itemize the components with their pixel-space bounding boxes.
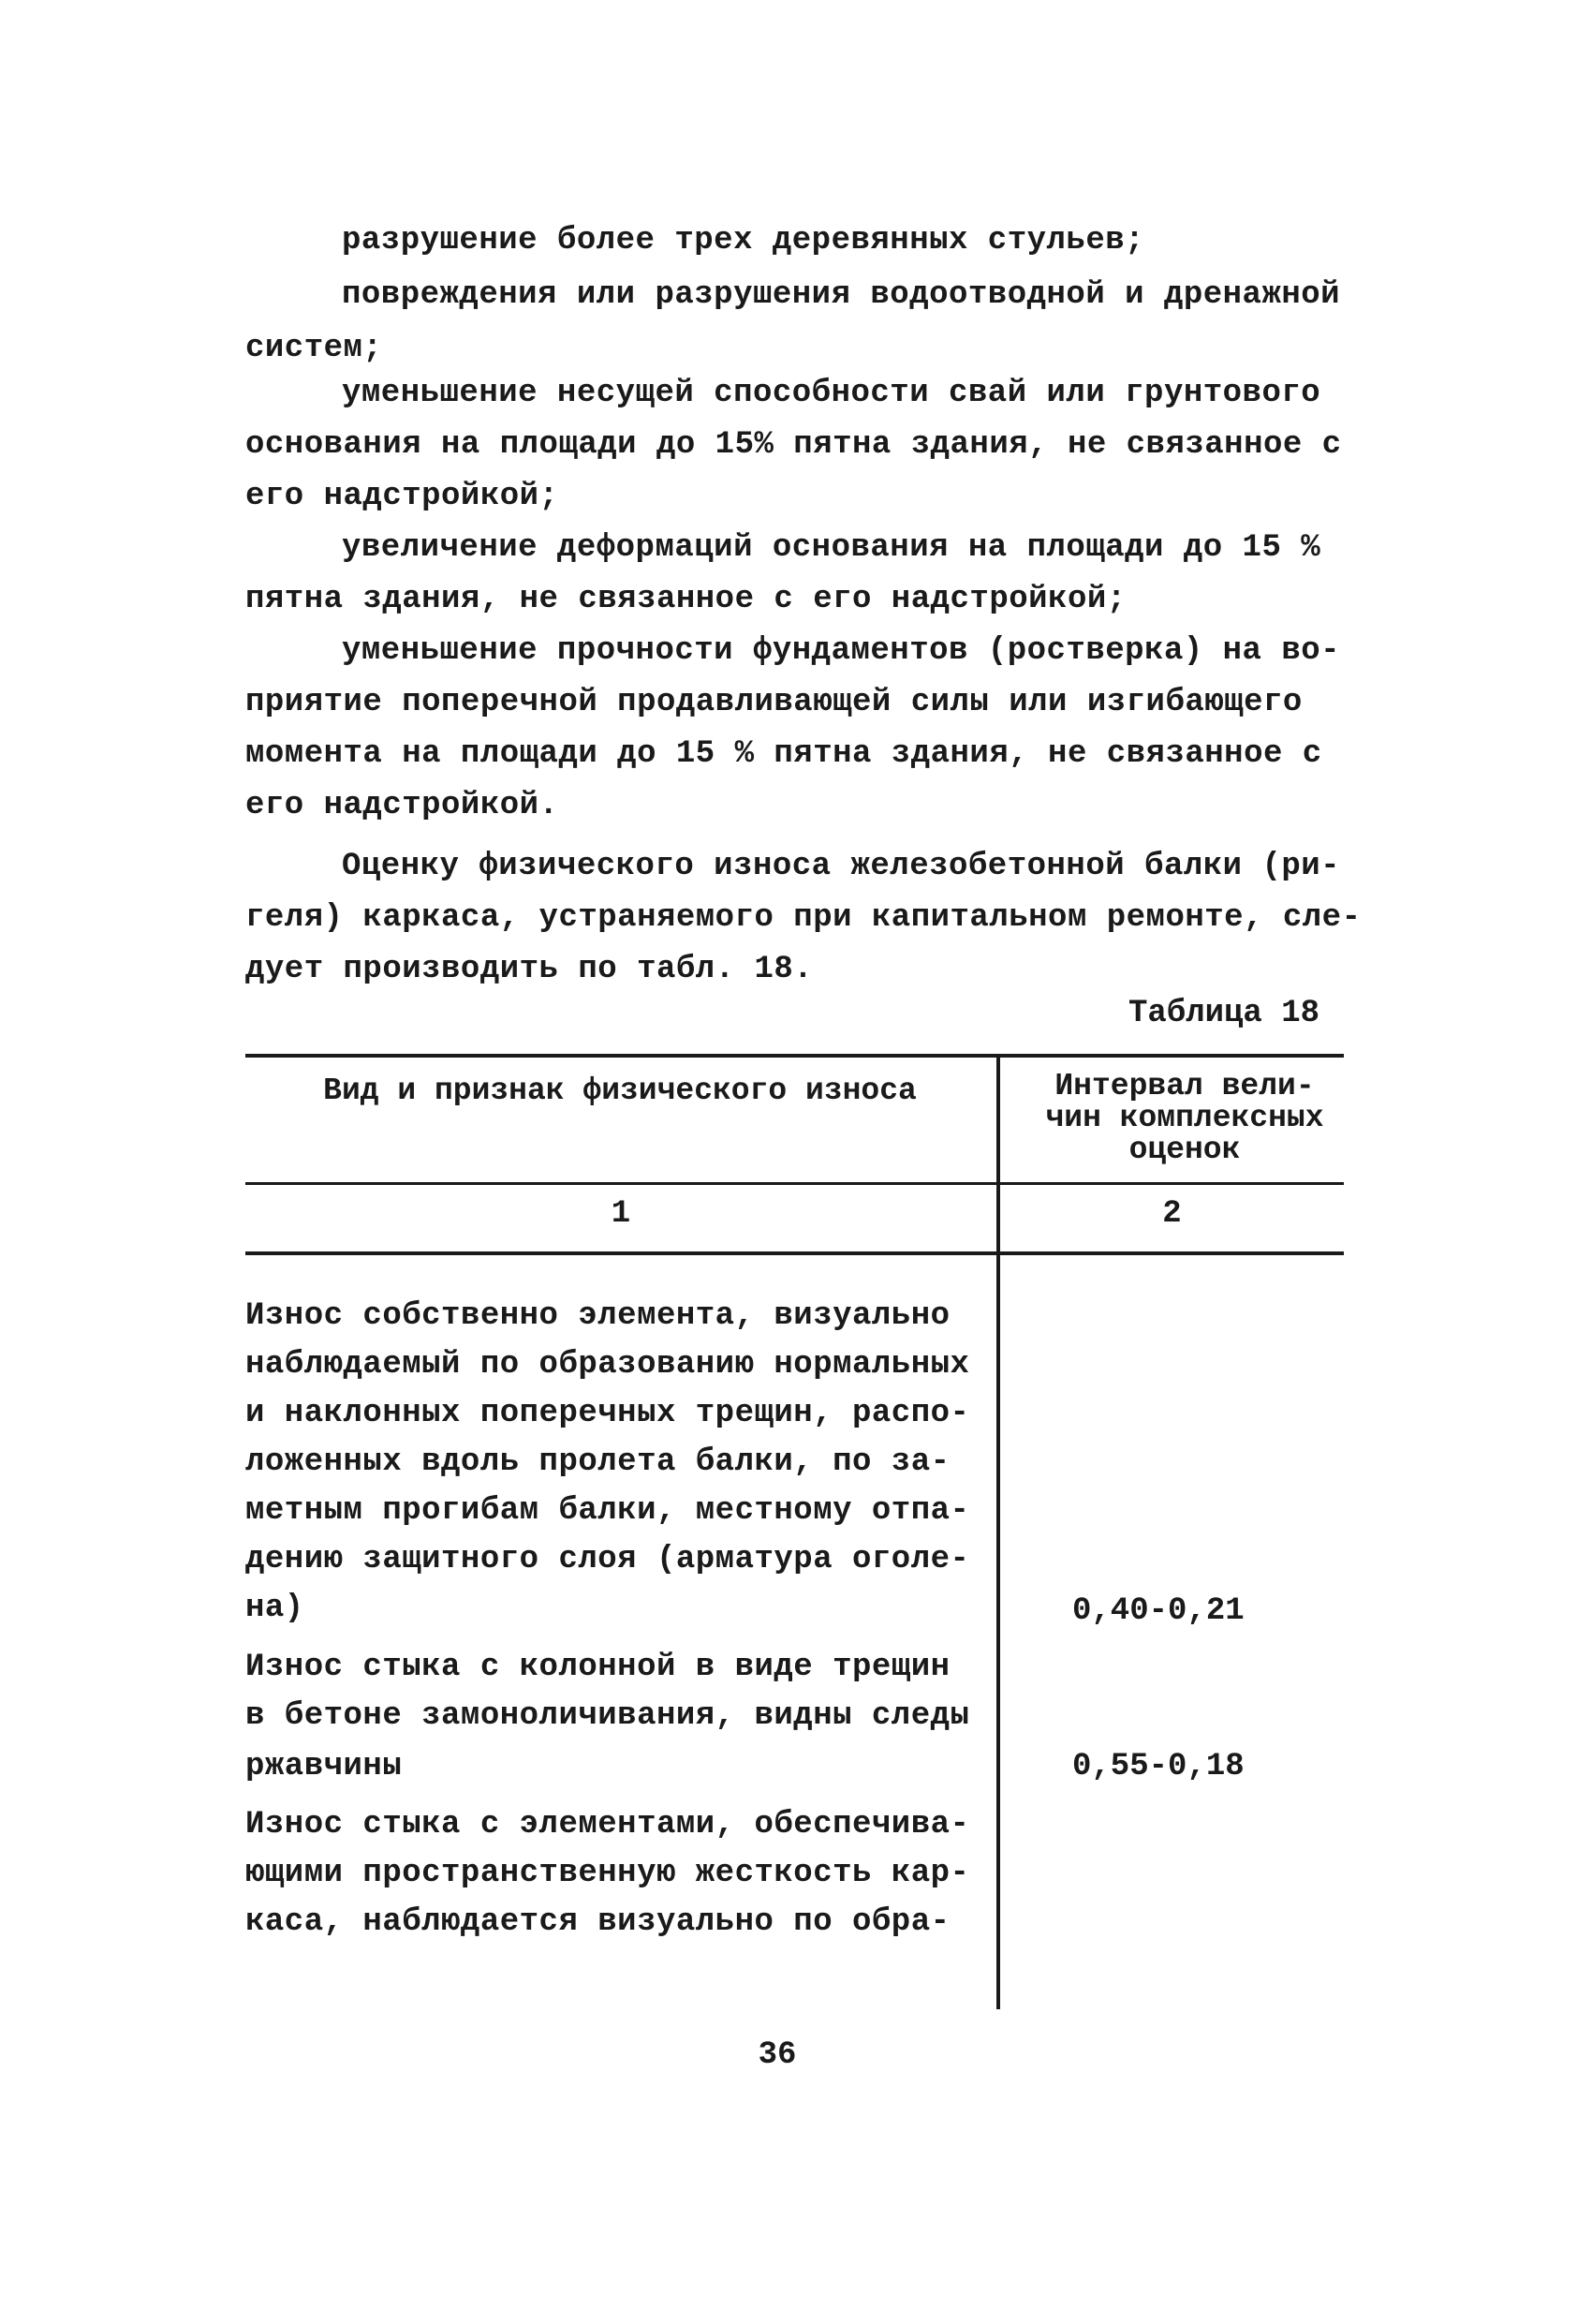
text-line: его надстройкой. [245, 788, 559, 823]
table-header-col1: Вид и признак физического износа [323, 1073, 917, 1108]
row-text-line: ржавчины [245, 1749, 403, 1784]
table-caption: Таблица 18 [1128, 996, 1320, 1031]
text-line: уменьшение несущей способности свай или грунтового [342, 376, 1321, 411]
table-numbers-rule [245, 1251, 1344, 1255]
header-col2-line: чин комплексных [1045, 1101, 1324, 1135]
row-value: 0,40-0,21 [1072, 1593, 1245, 1629]
table-top-rule [245, 1054, 1344, 1058]
intro-line: Оценку физического износа железобетонной балки (ри- [342, 849, 1341, 884]
column-number: 2 [1162, 1196, 1182, 1232]
row-text-line: метным прогибам балки, местному отпа- [245, 1493, 970, 1529]
table-header-col2 [1007, 1071, 1363, 1166]
row-text-line: в бетоне замоноличивания, видны следы [245, 1698, 970, 1734]
row-text-line: наблюдаемый по образованию нормальных [245, 1347, 970, 1383]
row-text-line: ющими пространственную жесткость кар- [245, 1856, 970, 1891]
row-text-line: дению защитного слоя (арматура оголе- [245, 1542, 970, 1577]
text-line: повреждения или разрушения водоотводной и дренажной [342, 277, 1341, 313]
text-line: его надстройкой; [245, 479, 559, 514]
row-value: 0,55-0,18 [1072, 1749, 1245, 1784]
header-col2-line: Интервал вели- [1054, 1069, 1315, 1103]
row-text-line: и наклонных поперечных трещин, распо- [245, 1396, 970, 1431]
text-line: уменьшение прочности фундаментов (ростверка) на во- [342, 633, 1341, 669]
page-number: 36 [758, 2037, 797, 2073]
text-line: приятие поперечной продавливающей силы или изгибающего [245, 685, 1303, 720]
text-line: систем; [245, 331, 383, 366]
text-line: основания на площади до 15% пятна здания, не связанное с [245, 427, 1342, 463]
row-text-line: на) [245, 1591, 304, 1626]
row-text-line: Износ стыка с элементами, обеспечива- [245, 1807, 970, 1843]
row-text-line: Износ собственно элемента, визуально [245, 1298, 951, 1334]
text-line: пятна здания, не связанное с его надстройкой; [245, 582, 1127, 617]
text-line: разрушение более трех деревянных стульев; [342, 223, 1145, 259]
text-line: увеличение деформаций основания на площади до 15 % [342, 530, 1321, 566]
column-number: 1 [611, 1196, 631, 1232]
row-text-line: каса, наблюдается визуально по обра- [245, 1904, 951, 1940]
text-line: момента на площади до 15 % пятна здания, не связанное с [245, 736, 1322, 772]
header-col2-line: оценок [1128, 1132, 1241, 1167]
row-text-line: ложенных вдоль пролета балки, по за- [245, 1444, 951, 1480]
intro-line: дует производить по табл. 18. [245, 952, 814, 987]
table-header-rule [245, 1182, 1344, 1185]
intro-line: геля) каркаса, устраняемого при капитальном ремонте, сле- [245, 900, 1362, 936]
row-text-line: Износ стыка с колонной в виде трещин [245, 1650, 951, 1685]
